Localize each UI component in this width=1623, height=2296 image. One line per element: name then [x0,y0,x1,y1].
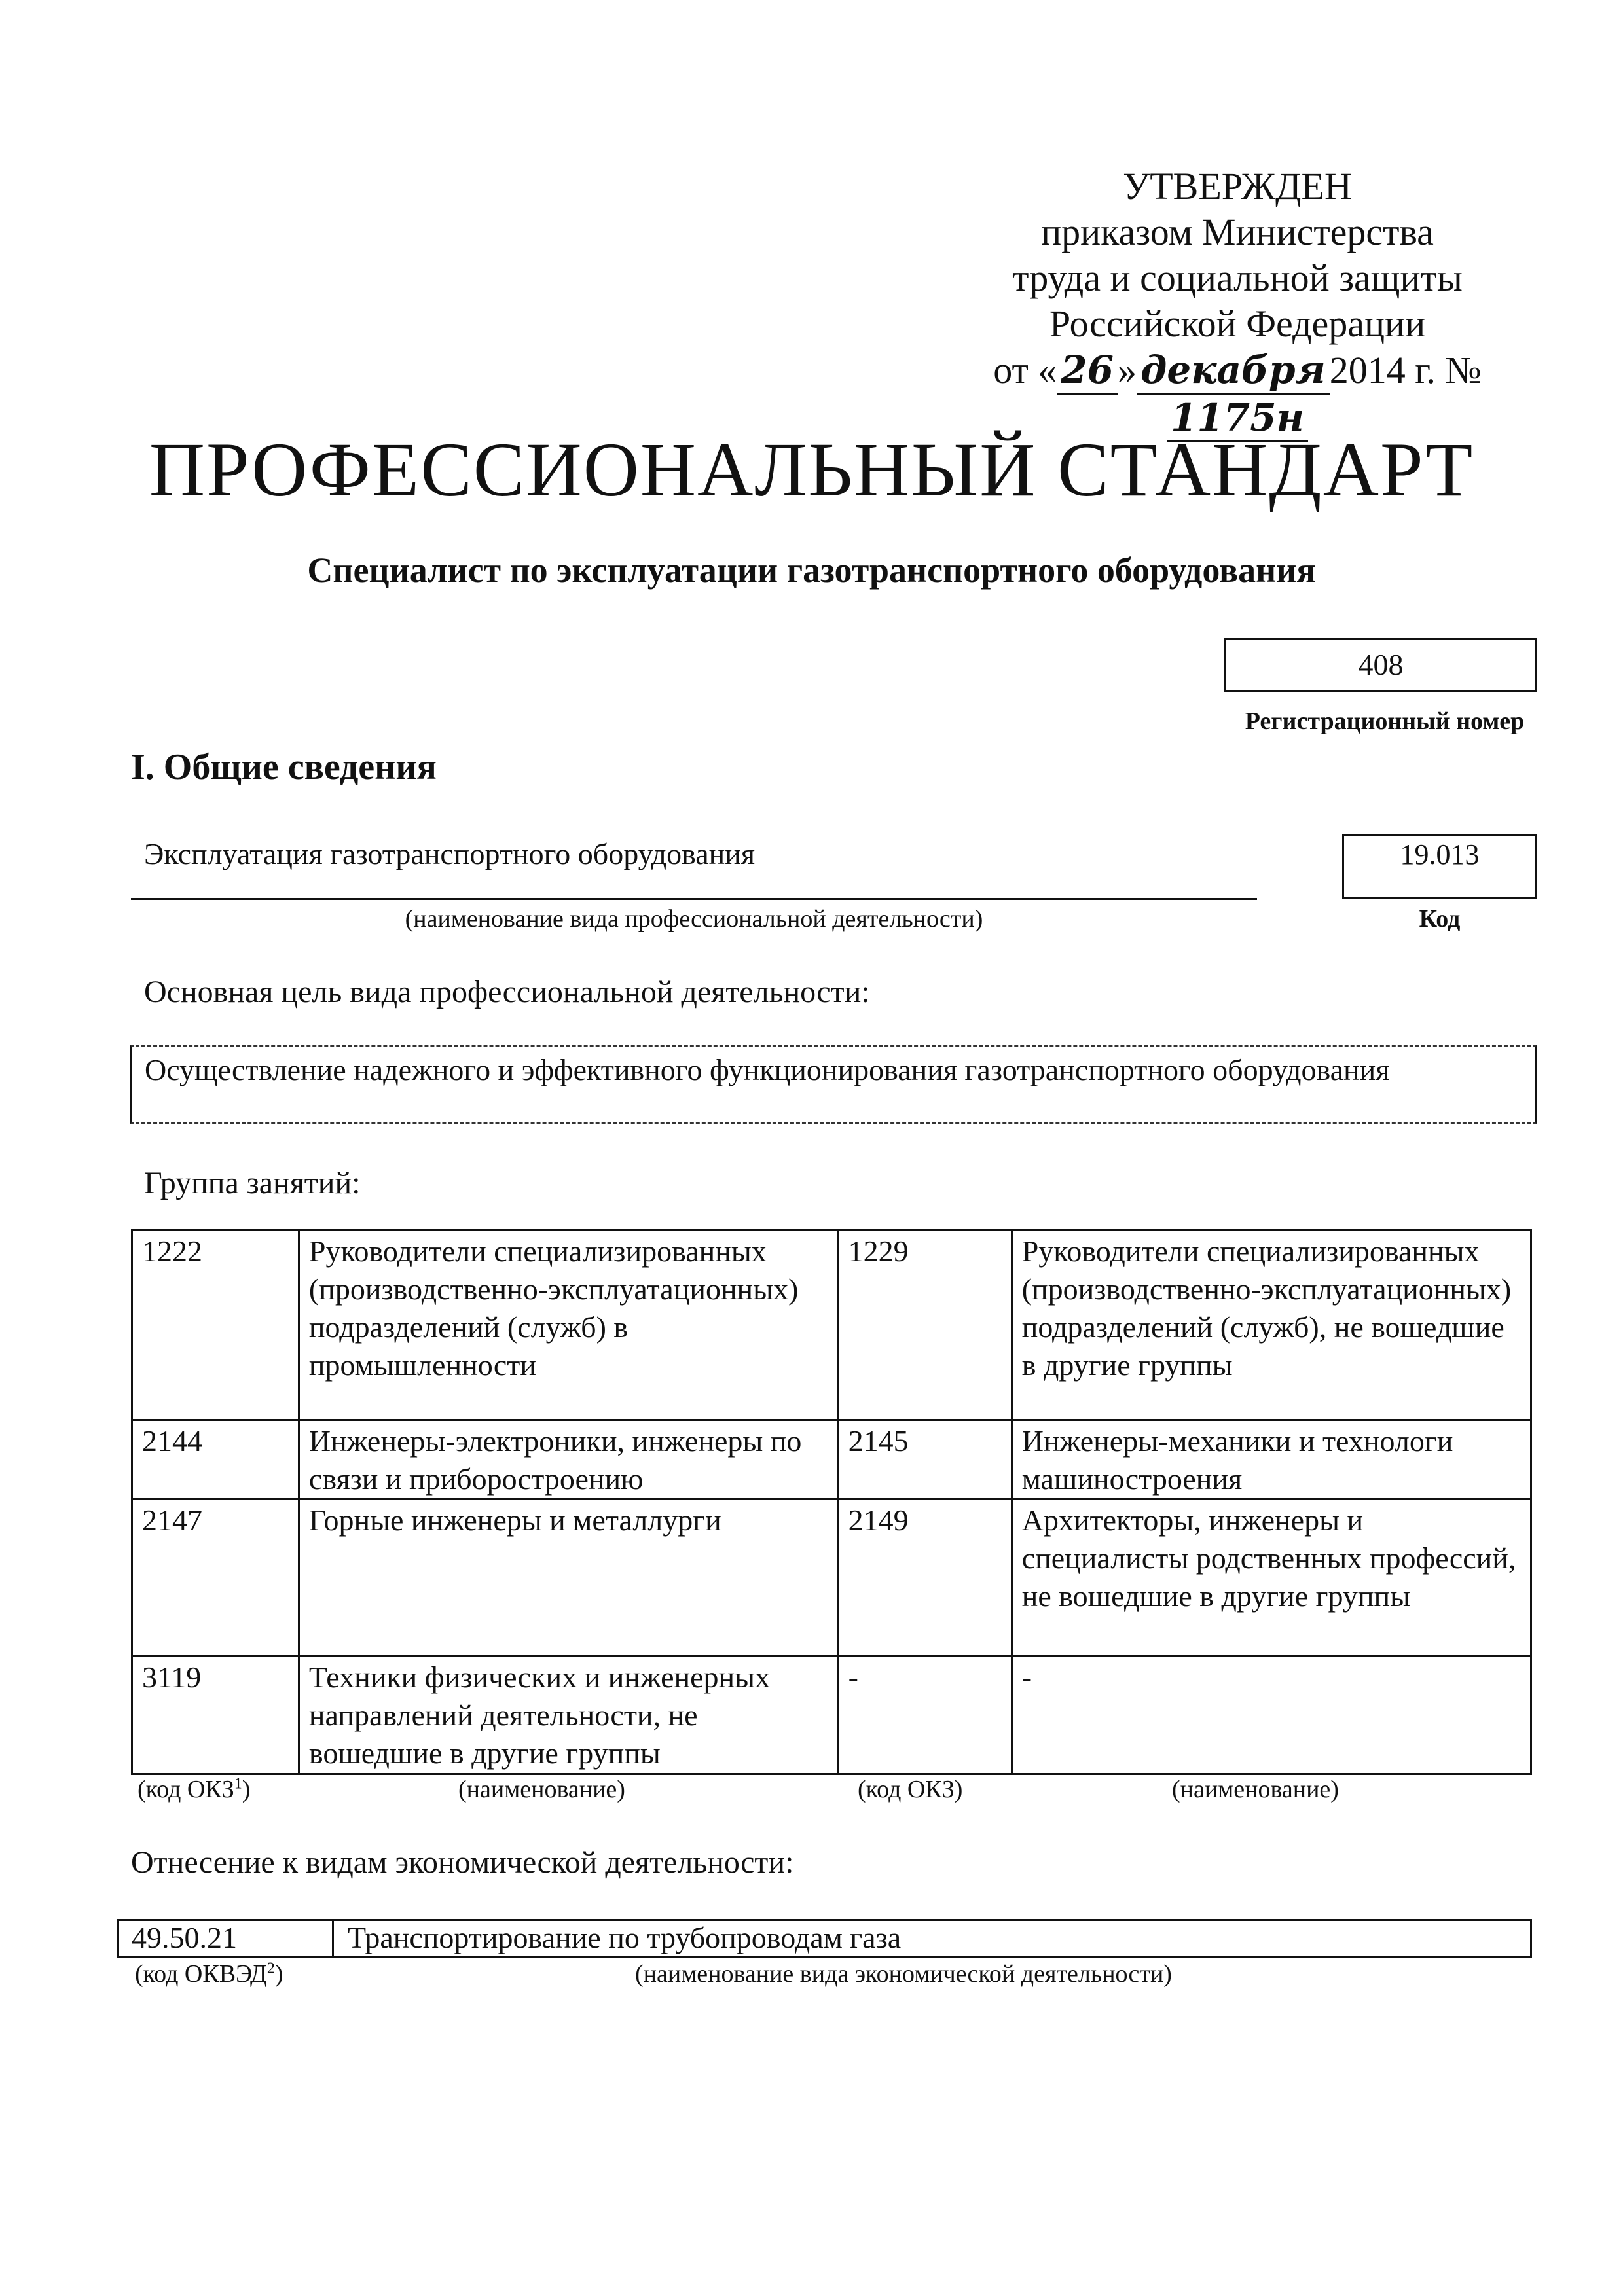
okz-code: 2145 [838,1420,1012,1499]
section-heading: I. Общие сведения [131,747,437,787]
date-prefix: от « [993,349,1057,391]
order-number: 1175н [1167,395,1308,442]
occupation-group-table [131,1229,1532,1775]
registration-number-box: 408 [1224,638,1537,692]
okved-row [117,1919,1532,1958]
caption-okz-code: (код ОКЗ$^1$) [137,1775,251,1803]
registration-number-label: Регистрационный номер [1245,708,1525,735]
okz-name: Инженеры-механики и технологи машиностроения [1012,1420,1531,1499]
okved-name: Транспортирование по трубопроводам газа [348,1921,902,1954]
table-row [132,1499,1531,1657]
table-row [132,1657,1531,1774]
okved-code: 49.50.21 [132,1921,237,1954]
okz-name: Техники физических и инженерных направлений деятельности, не вошедшие в другие группы [299,1657,838,1774]
okz-name: Руководители специализированных (производственно-эксплуатационных) подразделений (служб) в промышленности [299,1230,838,1420]
activity-kind-caption: (наименование вида профессиональной деятельности) [405,905,983,933]
okz-code: 1229 [838,1230,1012,1420]
caption-okved-code: (код ОКВЭД$^2$) [135,1960,283,1988]
occupation-group-label: Группа занятий: [144,1166,361,1200]
order-year: 2014 г. № [1329,349,1482,391]
approval-block [943,164,1532,442]
okz-code: - [838,1657,1012,1774]
caption-okz-code-2: (код ОКЗ) [858,1776,963,1803]
order-month: декабря [1137,347,1330,395]
okved-label: Отнесение к видам экономической деятельности: [131,1845,794,1880]
okz-code: 2144 [132,1420,299,1499]
activity-code-box: 19.013 [1342,834,1537,899]
okz-name: Горные инженеры и металлурги [299,1499,838,1657]
approval-line-2: приказом Министерства [1041,211,1434,253]
okz-name: Инженеры-электроники, инженеры по связи и приборостроению [299,1420,838,1499]
caption-okved-name: (наименование вида экономической деятельности) [635,1960,1172,1988]
approval-line-1: УТВЕРЖДЕН [1123,165,1352,207]
activity-code-label: Код [1419,905,1461,933]
goal-label: Основная цель вида профессиональной деятельности: [144,975,870,1009]
okz-name: - [1012,1657,1531,1774]
goal-box: Осуществление надежного и эффективного функционирования газотранспортного оборудования [130,1045,1537,1124]
activity-kind-underline [131,898,1257,900]
activity-kind-name: Эксплуатация газотранспортного оборудования [144,837,756,870]
okz-code: 3119 [132,1657,299,1774]
okz-name: Руководители специализированных (производственно-эксплуатационных) подразделений (служб), не вошедшие в другие группы [1012,1230,1531,1420]
caption-okz-name: (наименование) [458,1776,625,1803]
date-mid: » [1118,349,1137,391]
standard-name: Специалист по эксплуатации газотранспортного оборудования [307,550,1316,590]
table-row [132,1230,1531,1420]
okz-code: 2147 [132,1499,299,1657]
okz-code: 2149 [838,1499,1012,1657]
order-day: 26 [1057,347,1118,395]
okz-name: Архитекторы, инженеры и специалисты родственных профессий, не вошедшие в другие группы [1012,1499,1531,1657]
approval-line-4: Российской Федерации [1049,302,1426,345]
document-title: ПРОФЕССИОНАЛЬНЫЙ СТАНДАРТ [149,427,1474,512]
okz-code: 1222 [132,1230,299,1420]
table-row [132,1420,1531,1499]
okved-divider [332,1919,334,1958]
caption-okz-name-2: (наименование) [1172,1776,1339,1803]
approval-line-3: труда и социальной защиты [1012,257,1463,299]
